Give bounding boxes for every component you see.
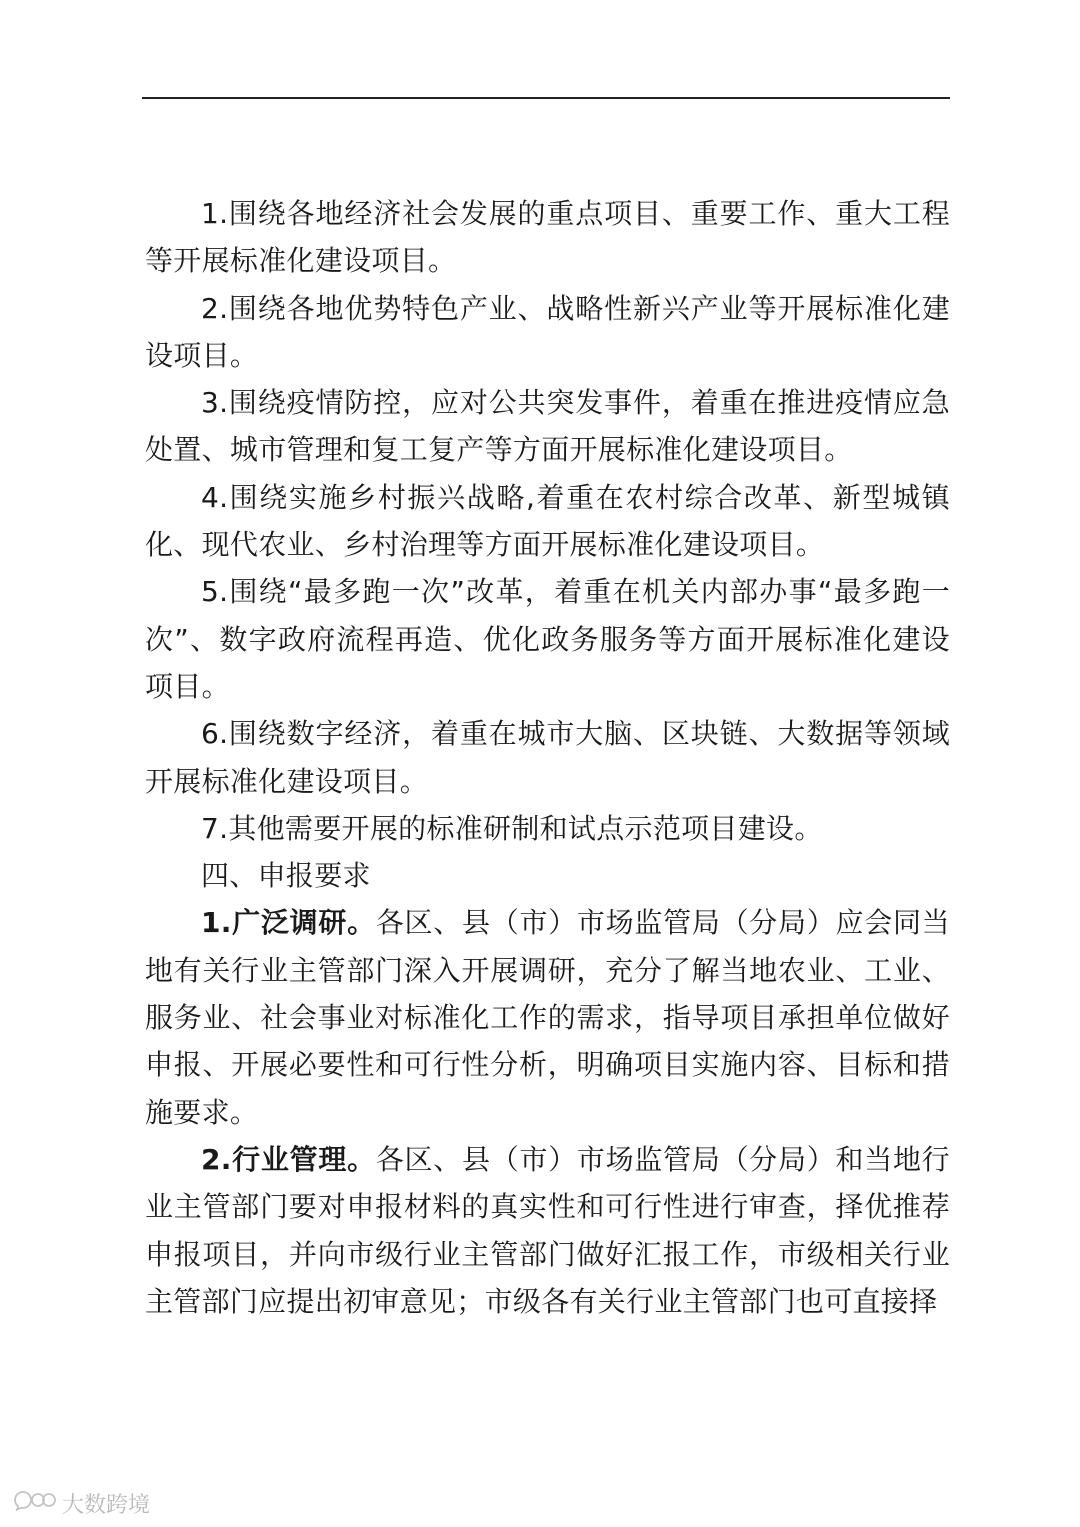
- paragraph-6: [145, 710, 950, 805]
- paragraph-text: 3.围绕疫情防控，应对公共突发事件，着重在推进疫情应急处置、城市管理和复工复产等方面开展标准化建设项目。: [145, 386, 950, 467]
- paragraph-requirement-2: [145, 1136, 950, 1325]
- paragraph-1: [145, 190, 950, 285]
- paragraph-text: 7.其他需要开展的标准研制和试点示范项目建设。: [201, 811, 823, 845]
- paragraph-text: 四、申报要求: [201, 859, 371, 893]
- section-heading: [145, 852, 950, 899]
- paragraph-text: 各区、县（市）市场监管局（分局）应会同当地有关行业主管部门深入开展调研，充分了解当地农业、工业、服务业、社会事业对标准化工作的需求，指导项目承担单位做好申报、开展必要性和可行性分析，明确项目实施内容、目标和措施要求。: [145, 906, 950, 1129]
- paragraph-4: [145, 474, 950, 569]
- watermark-text: 大数跨境: [62, 1492, 151, 1518]
- paragraph-text: 各区、县（市）市场监管局（分局）和当地行业主管部门要对申报材料的真实性和可行性进行审查，择优推荐申报项目，并向市级行业主管部门做好汇报工作，市级相关行业主管部门应提出初审意见；市级各有关行业主管部门也可直接择: [145, 1142, 950, 1318]
- paragraph-requirement-1: [145, 899, 950, 1135]
- paragraph-text: 6.围绕数字经济，着重在城市大脑、区块链、大数据等领域开展标准化建设项目。: [145, 717, 950, 798]
- paragraph-7: [145, 805, 950, 852]
- header-rule: [142, 97, 950, 99]
- paragraph-lead: 2.行业管理。: [201, 1142, 376, 1176]
- document-body: [145, 190, 950, 1325]
- paragraph-2: [145, 285, 950, 380]
- paragraph-text: 1.围绕各地经济社会发展的重点项目、重要工作、重大工程等开展标准化建设项目。: [145, 197, 950, 278]
- paragraph-text: 4.围绕实施乡村振兴战略,着重在农村综合改革、新型城镇化、现代农业、乡村治理等方面开展标准化建设项目。: [145, 480, 950, 562]
- paragraph-lead: 1.广泛调研。: [201, 906, 376, 940]
- paragraph-text: 2.围绕各地优势特色产业、战略性新兴产业等开展标准化建设项目。: [145, 291, 950, 372]
- paragraph-5: [145, 568, 950, 710]
- chat-bubble-logo-icon: [12, 1489, 56, 1517]
- paragraph-3: [145, 379, 950, 474]
- watermark: [12, 1488, 150, 1518]
- paragraph-text: 5.围绕“最多跑一次”改革，着重在机关内部办事“最多跑一次”、数字政府流程再造、优化政务服务等方面开展标准化建设项目。: [145, 575, 950, 703]
